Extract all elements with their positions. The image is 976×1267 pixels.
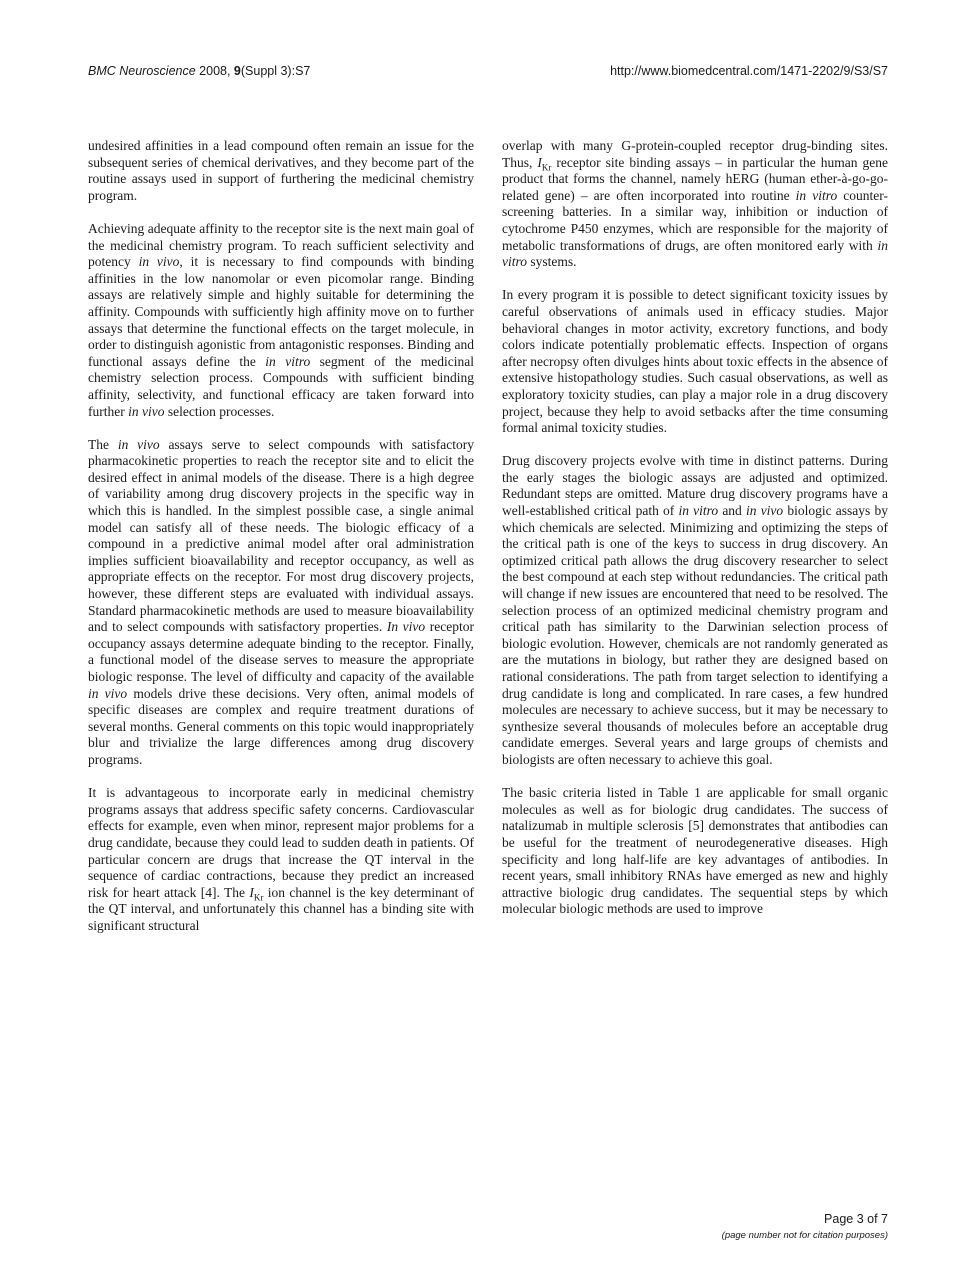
- page-number: Page 3 of 7: [824, 1212, 888, 1226]
- citation-note: (page number not for citation purposes): [721, 1230, 888, 1241]
- body-columns: [88, 138, 888, 935]
- left-paragraph-4: It is advantageous to incorporate early in medicinal chemistry programs assays that address specific safety concerns. Cardiovascular effects for example, even when minor, represent major problems for a drug candidate, because they could lead to sudden death in patients. Of particular concern are drugs that increase the QT interval in the sequence of cardiac contractions, because they predict an increased risk for heart attack [4]. The $I_{Kr}$ ion channel is the key determinant of the QT interval, and unfortunately this channel has a binding site with significant structural: [88, 785, 475, 933]
- article-url[interactable]: http://www.biomedcentral.com/1471-2202/9/S3/S7: [610, 64, 888, 78]
- right-paragraph-1: overlap with many G-protein-coupled receptor drug-binding sites. Thus, $I_{Kr}$ receptor site binding assays – in particular the human gene product that forms the channel, namely hERG (human ether-à-go-go-related gene) – are often incorporated into routine in vitro counter-screening batteries. In a similar way, inhibition or induction of cytochrome P450 enzymes, which are responsible for the majority of metabolic transformations of drugs, are often monitored early with in vitro systems.: [502, 138, 889, 270]
- right-paragraph-4: The basic criteria listed in Table 1 are applicable for small organic molecules as well as for biologic drug candidates. The success of natalizumab in multiple sclerosis [5] demonstrates that antibodies can be useful for the treatment of neurodegenerative diseases. High specificity and long half-life are key advantages of antibodies. In recent years, small inhibitory RNAs have emerged as new and highly attractive biologic drug candidates. The sequential steps by which molecular biologic methods are used to improve: [502, 785, 888, 917]
- journal-citation: [88, 64, 310, 78]
- left-column: [88, 138, 474, 935]
- right-column: [502, 138, 888, 935]
- running-header: [88, 64, 888, 78]
- left-paragraph-1: undesired affinities in a lead compound often remain an issue for the subsequent series of chemical derivatives, and they become part of the routine assays used in support of furthering the medicinal chemistry program.: [88, 138, 474, 203]
- page-footer: [722, 1212, 888, 1241]
- journal-year: 2008,: [195, 64, 234, 78]
- left-paragraph-3: The in vivo assays serve to select compounds with satisfactory pharmacokinetic properties to reach the receptor site and to elicit the desired effect in animal models of the disease. There is a high degree of variability among drug discovery projects in the specific way in which this is handled. In the simplest possible case, a single animal model can satisfy all of these needs. The biologic efficacy of a compound in a predictive animal model after oral administration implies sufficient bioavailability and receptor occupancy, as well as appropriate effects on the receptor. For most drug discovery projects, however, these different steps are evaluated with individual assays. Standard pharmacokinetic methods are used to measure bioavailability and to select compounds with satisfactory properties. In vivo receptor occupancy assays determine adequate binding to the receptor. Finally, a functional model of the disease serves to measure the appropriate biologic response. The level of difficulty and capacity of the available in vivo models drive these decisions. Very often, animal models of specific diseases are complex and require treatment durations of several months. General comments on this topic would inappropriately blur and trivialize the large differences among drug discovery programs.: [88, 436, 474, 767]
- left-paragraph-2: Achieving adequate affinity to the receptor site is the next main goal of the medicinal chemistry program. To reach sufficient selectivity and potency in vivo, it is necessary to find compounds with binding affinities in the low nanomolar or even picomolar range. Binding assays are relatively simple and highly suitable for determining the affinity. Compounds with sufficiently high affinity move on to further assays that determine the functional effects on the target molecule, in order to distinguish agonistic from antagonistic responses. Binding and functional assays define the in vitro segment of the medicinal chemistry selection process. Compounds with sufficient binding affinity, selectivity, and functional efficacy are taken forward into further in vivo selection processes.: [88, 220, 474, 419]
- journal-volume: 9: [233, 64, 241, 78]
- journal-name: BMC Neuroscience: [88, 64, 196, 78]
- right-paragraph-3: Drug discovery projects evolve with time in distinct patterns. During the early stages the biologic assays are adjusted and optimized. Redundant steps are omitted. Mature drug discovery programs have a well-established critical path of in vitro and in vivo biologic assays by which chemicals are selected. Minimizing and optimizing the steps of the critical path is one of the keys to success in drug discovery. An optimized critical path allows the drug discovery researcher to select the best compound at each step without redundancies. The critical path will change if new issues are encountered that need to be resolved. The selection process of an optimized medicinal chemistry program and critical path has similarity to the Darwinian selection process of biologic evolution. However, chemicals are not randomly generated as are the mutations in biology, but rather they are designed based on rational considerations. The path from target selection to identifying a drug candidate is long and complicated. In rare cases, a few hundred molecules are necessary to achieve success, but it may be necessary to synthesize several thousands of molecules before an acceptable drug candidate emerges. Several years and large groups of chemists and biologists are often necessary to achieve this goal.: [502, 453, 888, 767]
- journal-issue: (Suppl 3):S7: [240, 64, 311, 78]
- right-paragraph-2: In every program it is possible to detect significant toxicity issues by careful observations of animals used in efficacy studies. Major behavioral changes in motor activity, excretory functions, and body colors indicate potentially problematic effects. Inspection of organs after necropsy often divulges hints about toxic effects in the absence of extensive histopathology studies. Such casual observations, as well as exploratory toxicity studies, can play a major role in a drug discovery project, because they help to avoid setbacks after the time consuming formal animal toxicity studies.: [502, 287, 888, 436]
